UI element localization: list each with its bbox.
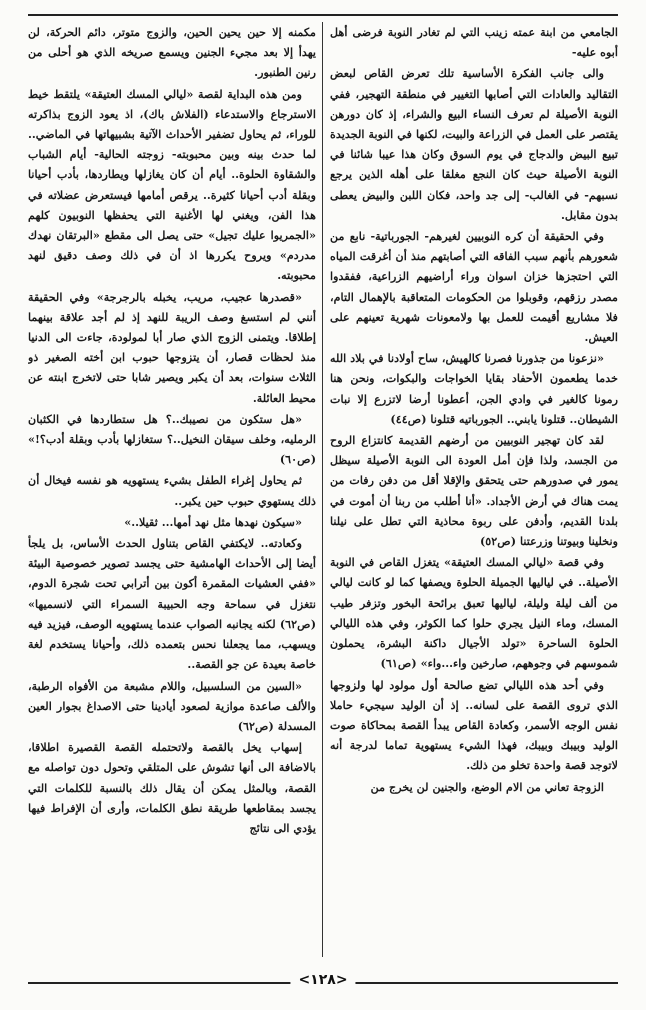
paragraph: وفي أحد هذه الليالي تضع صالحة أول مولود لها ولزوجها الذي تروى القصة على لسانه.. إذ أن الوليد سيجيء حاملا نفس الوجه الأسمر، وكعادة القاص يبدأ القصة بمحاكاة صوت الوليد وبيبك وبيبك، فهذا الشيء يستهوية تماما لدرجة أنه لاتوجد قصة واحدة تخلو من ذلك. bbox=[330, 677, 618, 773]
paragraph: لقد كان تهجير النوبيين من أرضهم القديمة كانتزاع الروح من الجسد، ولذا فإن أمل العودة الى النوبة الأصيلة سيظل يمور في صدورهم حتى يتحقق والإقلا أقل من دفن رفات من يمت هناك في أرض الأجداد. «أنا أطلب من ربنا أن أموت في بلدنا القديم، وأدفن على ربوة محاذية التي تطل على نيلنا ونخلينا وبيوتنا وزرعتنا (ص٥٢) bbox=[330, 433, 618, 549]
paragraph: وفي قصة «ليالي المسك العتيقة» يتغزل القاص في النوبة الأصيلة.. في لياليها الجميلة الحلوة ويصفها كما لو كانت ليالي من ألف ليلة وليلة، لياليها تعبق برائحة البخور وتزفر طيب المسك، وماء النيل يجري حلوا كما الكوثر، وفي هذه الليالي الحلوة الساحرة «تولد الأجيال داكنة البشرة، يحملون شموسهم في وجوههم، صارخين واء...واء» (ص٦١) bbox=[330, 555, 618, 671]
right-column bbox=[330, 22, 618, 962]
paragraph: ثم يحاول إغراء الطفل بشيء يستهويه هو نفسه فيخال أن ذلك يستهوي حبوب حين يكبر.. bbox=[28, 473, 316, 508]
paragraph: والى جانب الفكرة الأساسية تلك تعرض القاص لبعض التقاليد والعادات التي أصابها التغيير في منطقة التهجير، ففي النوبة الأصيلة لم تعرف النساء البيع والشراء، إذ كان دورهن يقتصر على العمل في الزراعة والبيت، لكنها في النوبة الجديدة تبيع البيض والدجاج في يوم السوق وكان هذا عيبا شائنا في النوبة الأصيلة حيث كان النجع مغلقا على أهله الذين يرجع نسبهم- في الغالب- إلى جد واحد، فكان اللبن والبيض يعطى بدون مقابل. bbox=[330, 66, 618, 222]
paragraph: وكعادته.. لايكتفي القاص بتناول الحدث الأساس، بل يلجأ أيضا إلى الأحداث الهامشية حتى يجسد تصوير خصوصية البيئة «ففي العشيات المقمرة أكون بين أترابي تحت شجرة الدوم، نتغزل في سماحة وجه الحبيبة السمراء التي لانسميها» (ص٦٢) لكنه يجانبه الصواب عندما يستهويه الوصف، فيزيد فيه ويسهب، مما يجعلنا نحس بتعمده ذلك، وأحيانا يستخدم لغة خاصة بعيدة عن جو القصة.. bbox=[28, 536, 316, 672]
paragraph: وفي الحقيقة أن كره النوبيين لغيرهم- الجورباتية- نابع من شعورهم بأنهم سبب الفاقه التي أصابتهم منذ أن أغرقت المياه التي احتجزها خزان اسوان وراء أراضيهم الزراعية، ففقدوا مصدر رزقهم، وقوبلوا من الحكومات المتعاقبة بالإهمال التام، فلا مشاريع أقيمت للعمل بها ولامعونات شهرية تعينهم على العيش. bbox=[330, 229, 618, 345]
paragraph: مكمنه إلا حين يحين الحين، والزوج متوتر، دائم الحركة، لن يهدأ إلا بعد مجيء الجنين ويسمع صريخه الذي هو أحلى من رنين الطنبور. bbox=[28, 25, 316, 80]
paragraph: «السين من السلسبيل، واللام مشبعة من الأفواه الرطبة، والألف صاعدة موازية لصعود أيادينا حتى الاصداغ بجوار العين المسدلة (ص٦٢) bbox=[28, 678, 316, 733]
page-number: <١٢٨> bbox=[290, 972, 355, 988]
paragraph: «هل ستكون من نصيبك..؟ هل ستطاردها في الكثبان الرمليه، وخلف سيقان النخيل..؟ ستغازلها بأدب وبقلة أدب؟!» (ص٦٠) bbox=[28, 411, 316, 467]
paragraph: الزوجة تعاني من الام الوضع، والجنين لن يخرج من bbox=[370, 779, 604, 794]
text-columns bbox=[28, 22, 618, 962]
column-divider bbox=[322, 22, 323, 957]
paragraph: إسهاب يخل بالقصة ولاتحتمله القصة القصيرة اطلاقا، بالاضافة الى أنها تشوش على المتلقي وتحول دون تواصله مع القصة، وبالمثل يمكن أن يقال ذلك بالنسبة للكلمات التي يجسد بمقاطعها طريقة نطق الكلمات، وأرى أن الإفراط فيها يؤدي الى نتائج bbox=[28, 740, 316, 835]
paragraph: «نزعونا من جذورنا فصرنا كالهيش، ساح أولادنا في بلاد الله خدما يطعمون الأحفاد بقايا الخواجات والبكوات، ونحن هنا رمونا كالغير في وادي الجن، أعطونا أرضا لاتزرع إلا نبات الشيطان.. قتلونا يابني.. الجورباتيه قتلونا (ص٤٤) bbox=[330, 351, 618, 426]
paragraph: ومن هذه البداية لقصة «ليالي المسك العتيقة» يلتقط خيط الاسترجاع والاستدعاء (الفلاش باك)، اذ يعود الزوج بذاكرته للوراء، ثم يحاول تضفير الأحداث الآتية بشبيهاتها في الماضي.. لما حدث بينه وبين محبوبته- زوجته الحالية- أيام الشباب والشقاوة الحلوة.. أيام أن كان يغازلها ويطاردها، بأدب أحيانا وبقلة أدب أحيانا كثيرة.. يرقص أمامها فيستعرض عضلاته في هذا الفن، ويغني لها الأغنية التي يحفظها النوبيون كلهم «الجمريوا عليك تجيل» حتى يصل الى مقطع «البرتقان نهدك مدردم» ويروح يكررها اذ أن في ذلك وصف دقيق لنهد محبوبته. bbox=[28, 86, 316, 283]
top-rule bbox=[28, 14, 618, 16]
paragraph: «سيكون نهدها مثل نهد أمها... ثقيلا..» bbox=[124, 514, 302, 529]
paragraph: «قصدرها عجيب، مريب، يخبله بالرجرجة» وفي الحقيقة أنني لم استسغ وصف الريبة للنهد إذ لم أجد علاقة بينهما إطلاقا. ويتمنى الزوج الذي صار أبا لمولودة، جاءت الى الدنيا منذ لحظات قصار، أن يتزوجها حبوب ابن أخته الصغير ذو الثلاث سنوات، بعد أن يكبر ويصير شابا حتى لاتخرج ابنته عن محيط العائلة. bbox=[28, 289, 316, 405]
paragraph: الجامعي من ابنة عمته زينب التي لم تغادر النوبة فرضى أهل أبوه عليه- bbox=[330, 25, 618, 60]
left-column bbox=[28, 22, 316, 962]
